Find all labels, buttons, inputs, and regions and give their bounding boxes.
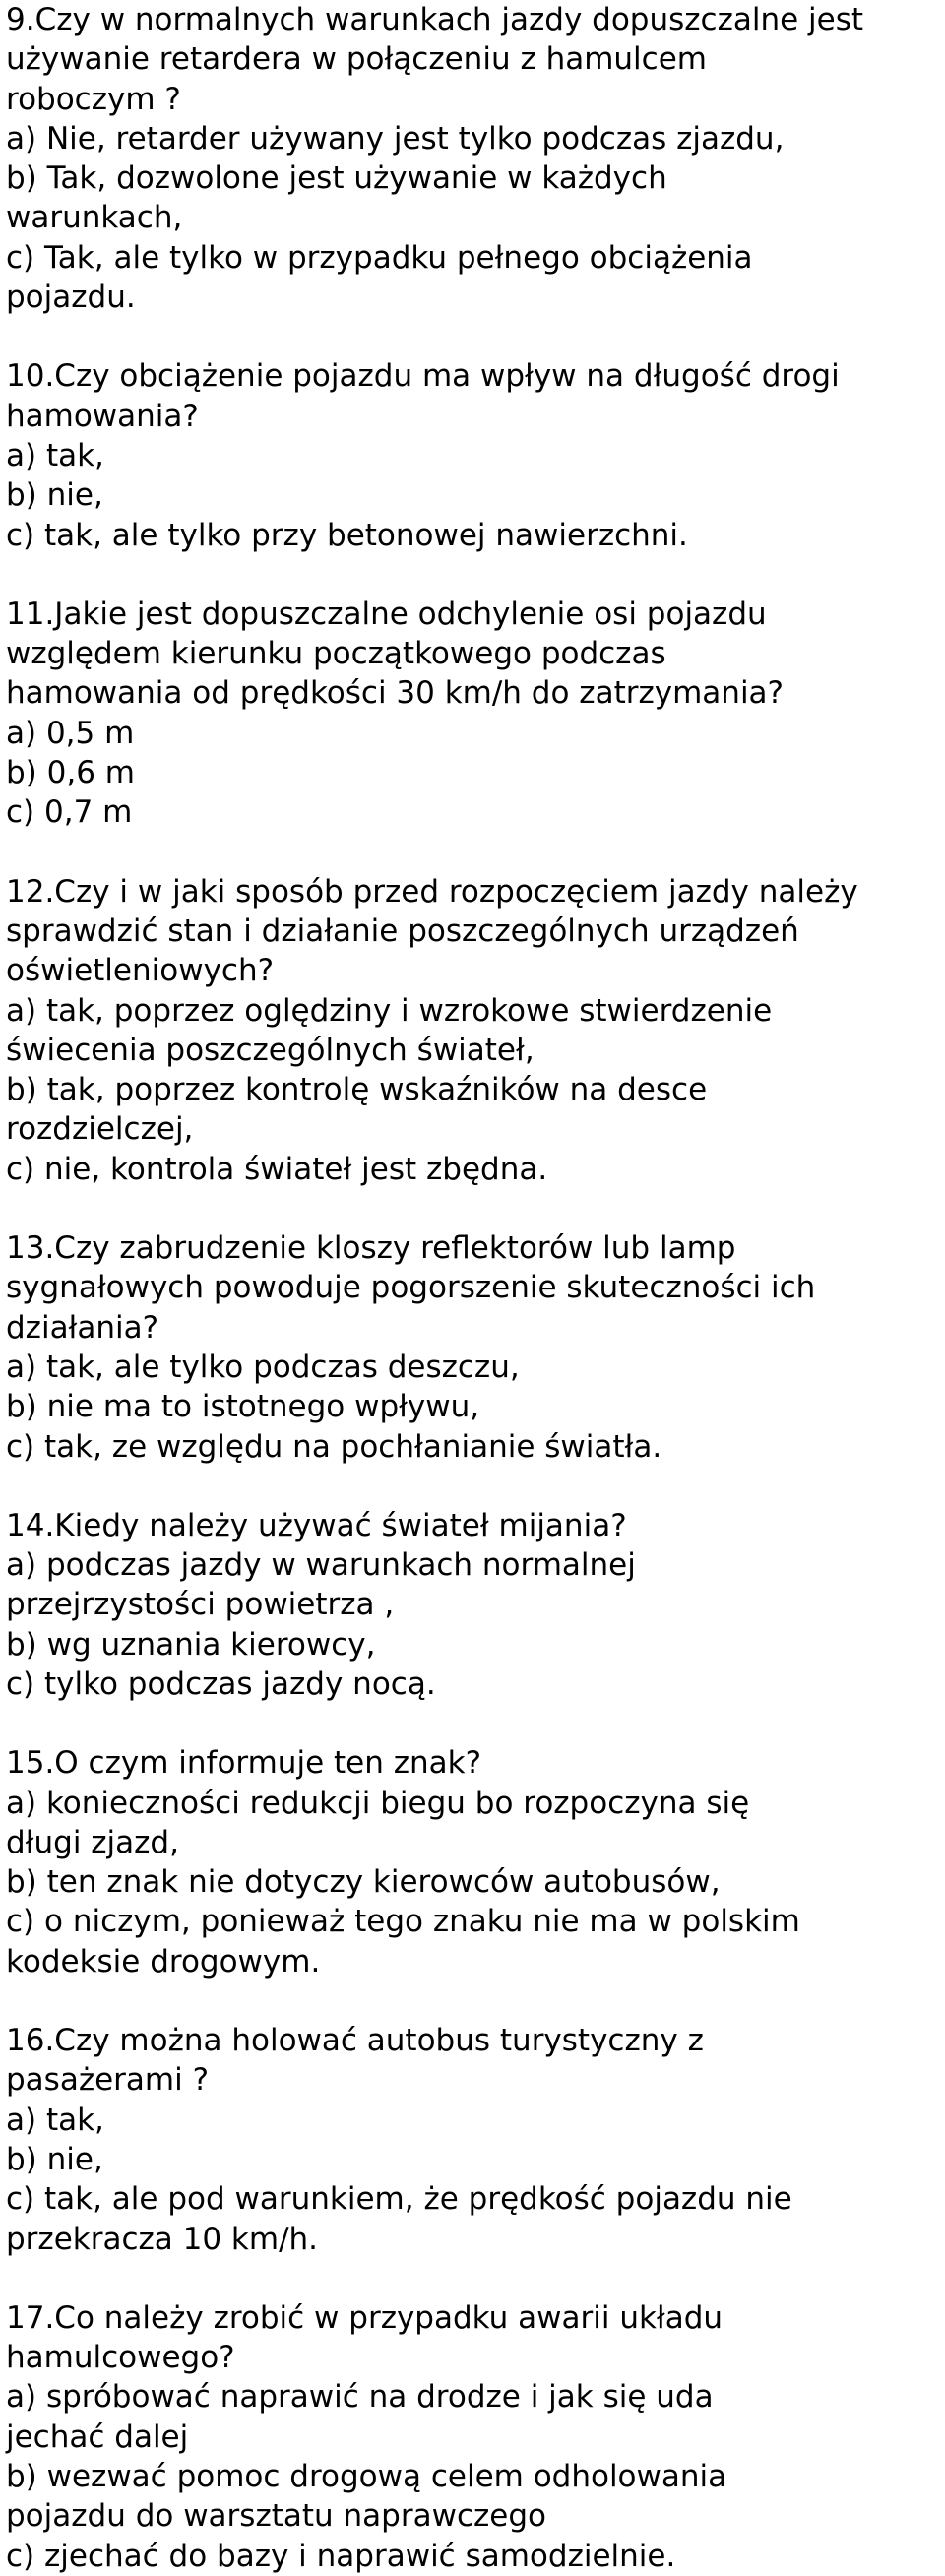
text-line: rozdzielczej, <box>6 1111 194 1148</box>
question-block <box>6 0 941 317</box>
question-block <box>6 1228 941 1467</box>
question-block <box>6 872 941 1189</box>
text-line: b) wezwać pomoc drogową celem odholowania <box>6 2459 727 2495</box>
text-line: działania? <box>6 1309 159 1346</box>
text-line: kodeksie drogowym. <box>6 1943 321 1979</box>
text-line: b) nie, <box>6 477 103 514</box>
text-line: długi zjazd, <box>6 1824 179 1860</box>
question-block <box>6 1506 941 1704</box>
text-line: a) spróbować naprawić na drodze i jak się uda <box>6 2379 714 2416</box>
text-line: względem kierunku początkowego podczas <box>6 636 666 672</box>
question-block <box>6 356 941 554</box>
text-line: warunkach, <box>6 200 183 236</box>
text-line: b) wg uznania kierowcy, <box>6 1626 376 1663</box>
text-line: c) tylko podczas jazdy nocą. <box>6 1665 436 1702</box>
text-line: b) nie, <box>6 2141 103 2177</box>
text-line: hamowania od prędkości 30 km/h do zatrzymania? <box>6 675 785 712</box>
question-text: 11.Jakie jest dopuszczalne odchylenie osi pojazdu <box>6 596 767 632</box>
text-line: c) tak, ale tylko przy betonowej nawierzchni. <box>6 517 688 553</box>
text-line: c) zjechać do bazy i naprawić samodzielnie. <box>6 2538 676 2574</box>
text-line: świecenia poszczególnych świateł, <box>6 1032 535 1068</box>
text-line: sprawdzić stan i działanie poszczególnych urządzeń <box>6 912 799 949</box>
text-line: a) podczas jazdy w warunkach normalnej <box>6 1547 636 1584</box>
text-line: roboczym ? <box>6 81 181 117</box>
text-line: hamulcowego? <box>6 2340 235 2376</box>
text-line: b) tak, poprzez kontrolę wskaźników na desce <box>6 1072 708 1108</box>
text-line: a) tak, <box>6 2102 104 2138</box>
document-body <box>6 0 941 2576</box>
text-line: b) nie ma to istotnego wpływu, <box>6 1389 480 1425</box>
text-line: c) tak, ale pod warunkiem, że prędkość pojazdu nie <box>6 2181 792 2218</box>
text-line: oświetleniowych? <box>6 953 275 989</box>
question-block <box>6 595 941 833</box>
text-line: c) Tak, ale tylko w przypadku pełnego obciążenia <box>6 239 753 276</box>
text-line: pasażerami ? <box>6 2062 210 2099</box>
text-line: c) o niczym, ponieważ tego znaku nie ma w polskim <box>6 1904 800 1940</box>
text-line: a) 0,5 m <box>6 715 135 751</box>
question-text: 10.Czy obciążenie pojazdu ma wpływ na długość drogi <box>6 358 840 395</box>
text-line: jechać dalej <box>6 2419 189 2455</box>
text-line: pojazdu do warsztatu naprawczego <box>6 2498 546 2535</box>
question-text: 17.Co należy zrobić w przypadku awarii układu <box>6 2299 724 2336</box>
text-line: hamowania? <box>6 398 199 434</box>
text-line: a) Nie, retarder używany jest tylko podczas zjazdu, <box>6 120 785 157</box>
text-line: pojazdu. <box>6 280 136 316</box>
text-line: przekracza 10 km/h. <box>6 2221 319 2257</box>
question-text: 13.Czy zabrudzenie kloszy reflektorów lub lamp <box>6 1230 736 1267</box>
text-line: a) tak, poprzez oględziny i wzrokowe stwierdzenie <box>6 992 773 1029</box>
question-text: 15.O czym informuje ten znak? <box>6 1745 482 1782</box>
question-text: 9.Czy w normalnych warunkach jazdy dopuszczalne jest <box>6 2 864 37</box>
text-line: sygnałowych powoduje pogorszenie skuteczności ich <box>6 1270 816 1306</box>
text-line: b) Tak, dozwolone jest używanie w każdych <box>6 160 667 197</box>
text-line: b) 0,6 m <box>6 755 135 791</box>
text-line: przejrzystości powietrza , <box>6 1587 395 1623</box>
text-line: a) tak, <box>6 437 104 473</box>
text-line: używanie retardera w połączeniu z hamulcem <box>6 41 707 78</box>
text-line: c) tak, ze względu na pochłanianie światła. <box>6 1428 662 1465</box>
question-text: 16.Czy można holować autobus turystyczny z <box>6 2023 704 2059</box>
question-block <box>6 1743 941 1981</box>
text-line: a) konieczności redukcji biegu bo rozpoczyna się <box>6 1785 750 1821</box>
question-block <box>6 2021 941 2259</box>
text-line: c) 0,7 m <box>6 794 133 831</box>
question-block <box>6 2298 941 2576</box>
question-text: 14.Kiedy należy używać świateł mijania? <box>6 1507 627 1543</box>
text-line: a) tak, ale tylko podczas deszczu, <box>6 1349 520 1385</box>
question-text: 12.Czy i w jaki sposób przed rozpoczęciem jazdy należy <box>6 873 858 910</box>
text-line: b) ten znak nie dotyczy kierowców autobusów, <box>6 1864 721 1901</box>
text-line: c) nie, kontrola świateł jest zbędna. <box>6 1151 548 1187</box>
